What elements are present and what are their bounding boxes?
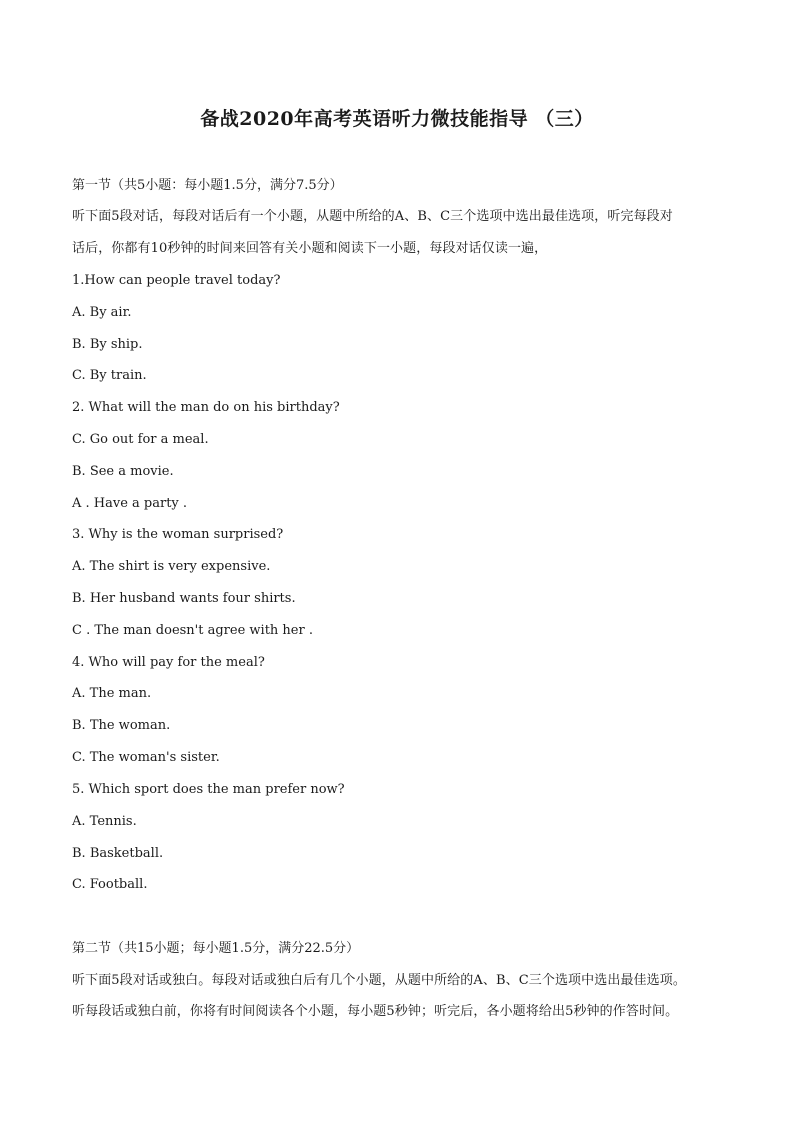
question-4-option: A. The man. [72, 686, 152, 701]
question-4: 4. Who will pay for the meal? [72, 655, 265, 670]
question-3: 3. Why is the woman surprised? [72, 527, 284, 542]
question-5-option: C. Football. [72, 877, 148, 892]
question-4-option: B. The woman. [72, 718, 171, 733]
question-3-option: A. The shirt is very expensive. [72, 559, 271, 574]
question-2-option: C. Go out for a meal. [72, 432, 209, 447]
question-5: 5. Which sport does the man prefer now? [72, 782, 345, 797]
question-4-option: C. The woman's sister. [72, 750, 220, 765]
section2-instructions-line2: 听每段话或独白前，你将有时间阅读各个小题，每小题5秒钟；听完后，各小题将给出5秒钟的作答时间。 [72, 1004, 679, 1019]
section2-instructions-line1: 听下面5段对话或独白。每段对话或独白后有几个小题，从题中所给的A、B、C三个选项中选出最佳选项。 [72, 973, 686, 988]
question-1-option: A. By air. [72, 305, 132, 320]
question-2: 2. What will the man do on his birthday? [72, 400, 340, 415]
question-5-option: B. Basketball. [72, 846, 164, 861]
section1-instructions-line1: 听下面5段对话，每段对话后有一个小题，从题中所给的A、B、C三个选项中选出最佳选项，听完每段对 [72, 209, 673, 224]
section1-heading: 第一节（共5小题：每小题1.5分，满分7.5分） [72, 178, 343, 193]
section1-instructions-line2: 话后，你都有10秒钟的时间来回答有关小题和阅读下一小题，每段对话仅读一遍， [72, 241, 548, 256]
section2-heading: 第二节（共15小题；每小题1.5分，满分22.5分） [72, 941, 360, 956]
question-1: 1.How can people travel today? [72, 273, 281, 288]
question-3-option: B. Her husband wants four shirts. [72, 591, 296, 606]
question-2-option: B. See a movie. [72, 464, 174, 479]
page-title: 备战2020年高考英语听力微技能指导 （三） [200, 108, 594, 130]
question-1-option: C. By train. [72, 368, 147, 383]
question-2-option: A . Have a party . [72, 496, 188, 511]
question-3-option: C . The man doesn't agree with her . [72, 623, 313, 638]
question-5-option: A. Tennis. [72, 814, 137, 829]
question-1-option: B. By ship. [72, 337, 143, 352]
